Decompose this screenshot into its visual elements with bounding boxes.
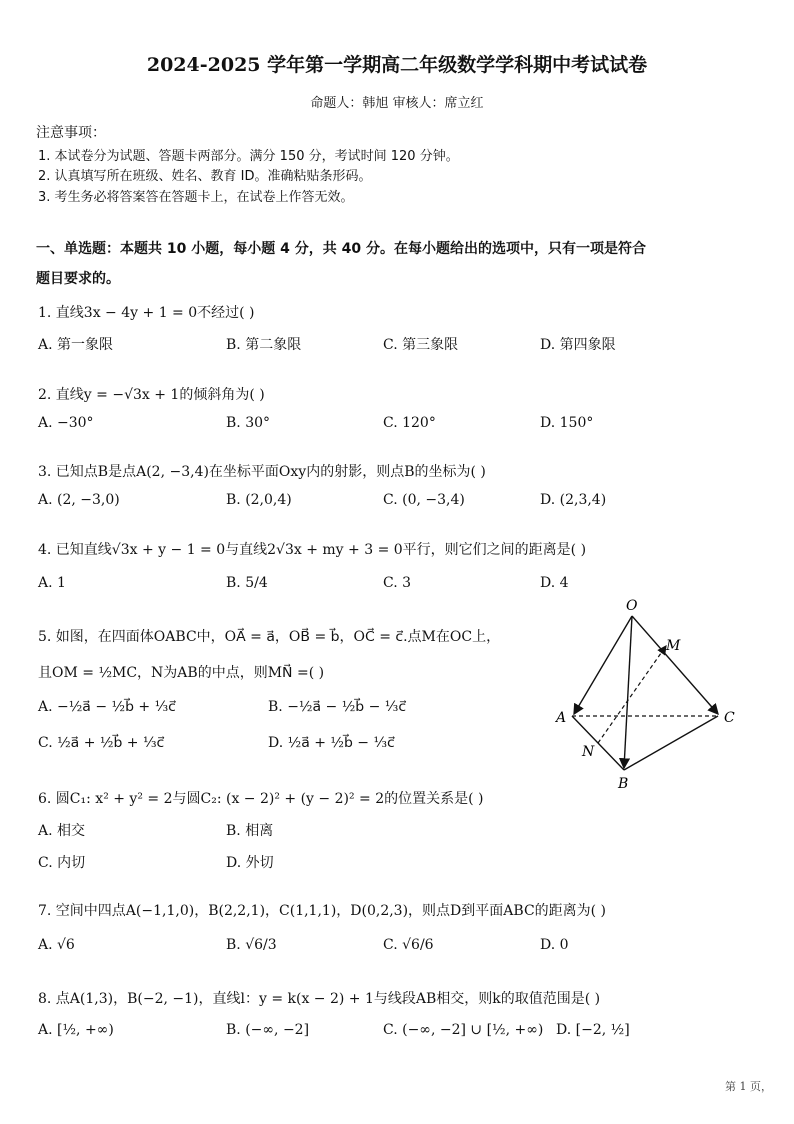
question-4-option-d: D. 4 [540,575,569,591]
section-heading-cont: 题目要求的。 [36,271,120,287]
question-3-option-d: D. (2,3,4) [540,492,607,508]
question-4-option-a: A. 1 [38,575,66,591]
edge-ob [624,616,632,768]
label-m: M [666,638,681,654]
question-7-stem: 7. 空间中四点A(−1,1,0)，B(2,2,1)，C(1,1,1)，D(0,2,3)，则点D到平面ABC的距离为( ) [38,903,607,919]
question-5-stem-cont: 且OM = ½MC，N为AB的中点，则MN⃗ =( ) [38,665,325,681]
question-6-option-a: A. 相交 [38,823,86,839]
question-4-option-b: B. 5/4 [226,575,268,591]
question-8-stem: 8. 点A(1,3)，B(−2, −1)，直线l：y = k(x − 2) + 1与线段AB相交，则k的取值范围是( ) [38,991,601,1007]
question-3-option-b: B. (2,0,4) [226,492,292,508]
note-item-2: 2. 认真填写所在班级、姓名、教育 ID。准确粘贴条形码。 [38,169,372,184]
edge-oa [574,616,632,714]
tetrahedron-figure [548,596,744,792]
question-6-stem: 6. 圆C₁: x² + y² = 2与圆C₂: (x − 2)² + (y − 2)² = 2的位置关系是( ) [38,791,484,807]
question-1-stem: 1. 直线3x − 4y + 1 = 0不经过( ) [38,305,255,321]
question-5-option-a: A. −½a⃗ − ½b⃗ + ⅓c⃗ [38,699,176,715]
notes-title: 注意事项： [36,125,106,141]
edge-bc [624,716,718,770]
question-5-option-b: B. −½a⃗ − ½b⃗ − ⅓c⃗ [268,699,407,715]
vector-mn [598,646,666,743]
question-7-option-d: D. 0 [540,937,569,953]
question-1-option-a: A. 第一象限 [38,337,114,353]
question-3-option-c: C. (0, −3,4) [383,492,465,508]
question-2-option-a: A. −30° [38,415,94,431]
question-8-option-d: D. [−2, ½] [556,1022,630,1038]
label-o: O [626,598,638,614]
question-5-stem: 5. 如图，在四面体OABC中，OA⃗ = a⃗，OB⃗ = b⃗，OC⃗ = c⃗.点M在OC上， [38,629,501,645]
label-b: B [618,776,629,792]
question-1-option-c: C. 第三象限 [383,337,459,353]
label-a: A [556,710,567,726]
question-3-option-a: A. (2, −3,0) [38,492,120,508]
question-2-option-d: D. 150° [540,415,594,431]
page-number: 第 1 页， [725,1080,772,1093]
question-2-option-c: C. 120° [383,415,436,431]
question-2-option-b: B. 30° [226,415,271,431]
question-7-option-b: B. √6/3 [226,937,277,953]
question-6-option-c: C. 内切 [38,855,86,871]
question-4-stem: 4. 已知直线√3x + y − 1 = 0与直线2√3x + my + 3 = 0平行，则它们之间的距离是( ) [38,542,587,558]
question-8-option-c: C. (−∞, −2] ∪ [½, +∞) [383,1022,544,1038]
edge-oc [632,616,718,714]
section-heading: 一、单选题：本题共 10 小题，每小题 4 分，共 40 分。在每小题给出的选项中，只有一项是符合 [36,241,646,257]
question-6-option-b: B. 相离 [226,823,274,839]
question-4-option-c: C. 3 [383,575,412,591]
question-1-option-d: D. 第四象限 [540,337,616,353]
question-8-option-b: B. (−∞, −2] [226,1022,310,1038]
note-item-3: 3. 考生务必将答案答在答题卡上，在试卷上作答无效。 [38,190,354,205]
question-2-stem: 2. 直线y = −√3x + 1的倾斜角为( ) [38,387,265,403]
question-5-option-c: C. ½a⃗ + ½b⃗ + ⅓c⃗ [38,735,165,751]
label-n: N [582,744,595,760]
authors-line: 命题人：韩旭 审核人：席立红 [310,96,484,111]
question-6-option-d: D. 外切 [226,855,274,871]
page-title: 2024-2025 学年第一学期高二年级数学学科期中考试试卷 [146,54,648,76]
question-7-option-a: A. √6 [38,937,75,953]
label-c: C [724,710,735,726]
note-item-1: 1. 本试卷分为试题、答题卡两部分。满分 150 分，考试时间 120 分钟。 [38,149,459,164]
question-7-option-c: C. √6/6 [383,937,434,953]
question-5-option-d: D. ½a⃗ + ½b⃗ − ⅓c⃗ [268,735,395,751]
question-8-option-a: A. [½, +∞) [38,1022,114,1038]
question-3-stem: 3. 已知点B是点A(2, −3,4)在坐标平面Oxy内的射影，则点B的坐标为( ) [38,464,486,480]
question-1-option-b: B. 第二象限 [226,337,302,353]
